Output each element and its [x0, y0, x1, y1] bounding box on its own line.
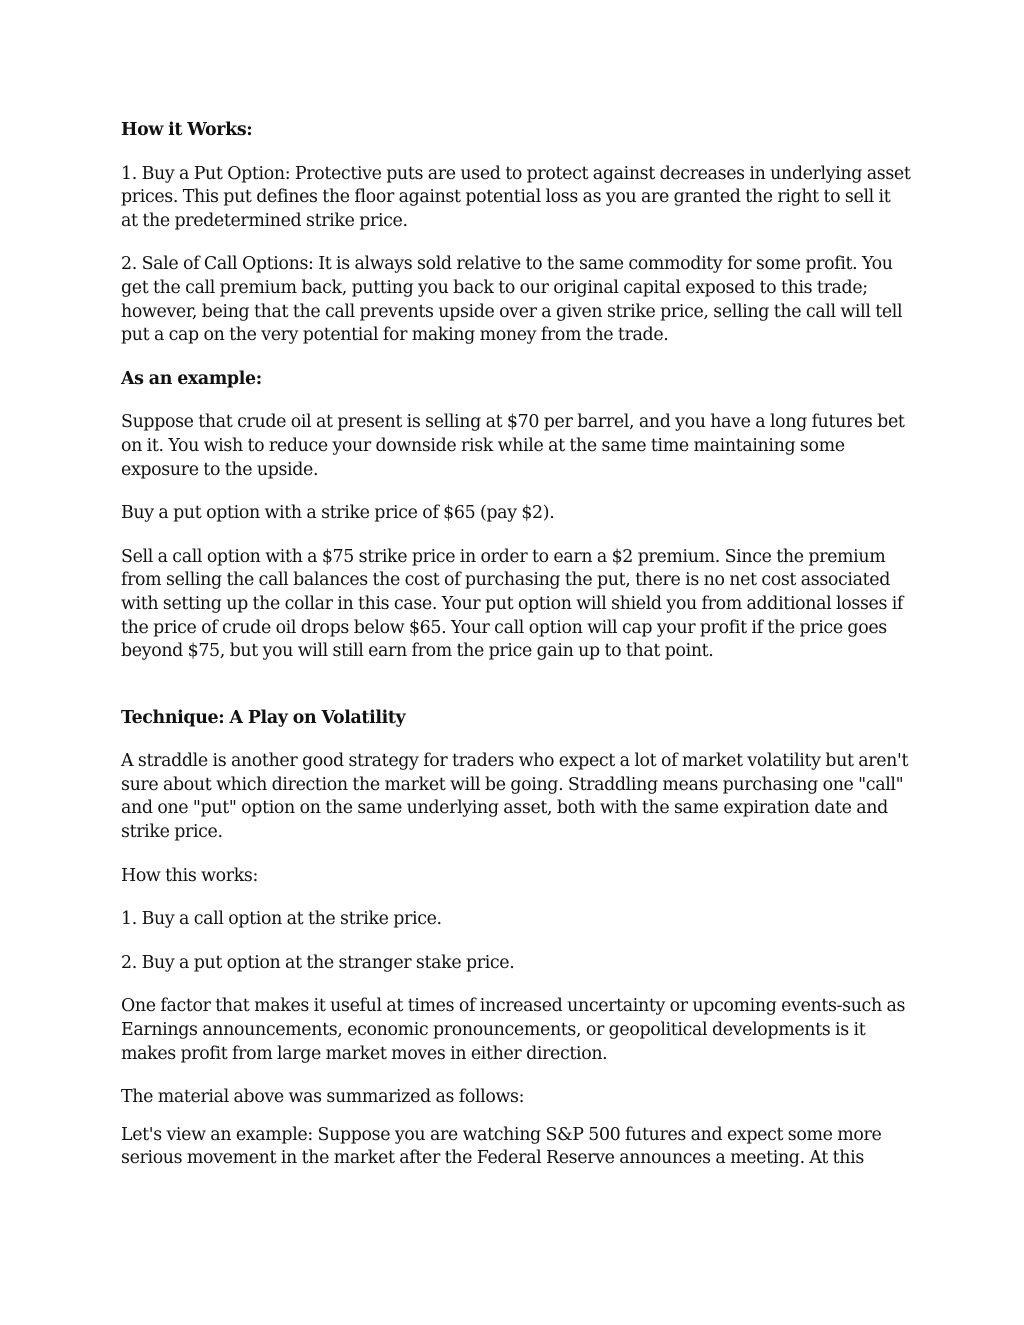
paragraph-lets-view-example: Let's view an example: Suppose you are watching S&P 500 futures and expect some more serious movement in the market after the Federal Reserve announces a meeting. At this [121, 1124, 882, 1169]
paragraph-summarized: The material above was summarized as follows: [121, 1087, 525, 1108]
heading-as-an-example: As an example: [121, 368, 262, 389]
paragraph-step-2: 2. Buy a put option at the stranger stake price. [121, 952, 515, 973]
document-body [121, 119, 911, 1191]
paragraph-step-1: 1. Buy a call option at the strike price. [121, 909, 442, 930]
paragraph-sell-call: Sell a call option with a $75 strike price in order to earn a $2 premium. Since the premium from selling the call balances the cost of purchasing the put, there is no net cost associated with setting up the collar in this case. Your put option will shield you from additional losses if the price of crude oil drops below $65. Your call option will cap your profit if the price goes beyond $75, but you will still earn from the price gain up to that point. [121, 546, 904, 662]
heading-how-it-works: How it Works: [121, 120, 253, 140]
paragraph-sale-of-call-options: 2. Sale of Call Options: It is always sold relative to the same commodity for some profit. You get the call premium back, putting you back to our original capital exposed to this trade; however, being that the call prevents upside over a given strike price, selling the call will tell put a cap on the very potential for making money from the trade. [121, 254, 903, 346]
paragraph-one-factor: One factor that makes it useful at times of increased uncertainty or upcoming events-such as Earnings announcements, economic pronouncements, or geopolitical developments is it makes profit from large market moves in either direction. [121, 996, 906, 1064]
paragraph-crude-oil: Suppose that crude oil at present is selling at $70 per barrel, and you have a long futures bet on it. You wish to reduce your downside risk while at the same time maintaining some exposure to the upside. [121, 412, 905, 480]
paragraph-how-this-works: How this works: [121, 865, 258, 886]
paragraph-buy-put-option: 1. Buy a Put Option: Protective puts are used to protect against decreases in underlying asset prices. This put defines the floor against potential loss as you are granted the right to sell it at the predetermined strike price. [121, 163, 911, 231]
paragraph-straddle: A straddle is another good strategy for traders who expect a lot of market volatility but aren't sure about which direction the market will be going. Straddling means purchasing one "call" and one "put" option on the same underlying asset, both with the same expiration date and strike price. [121, 751, 909, 843]
paragraph-buy-put-strike: Buy a put option with a strike price of $65 (pay $2). [121, 503, 555, 524]
heading-technique-volatility: Technique: A Play on Volatility [121, 707, 406, 728]
